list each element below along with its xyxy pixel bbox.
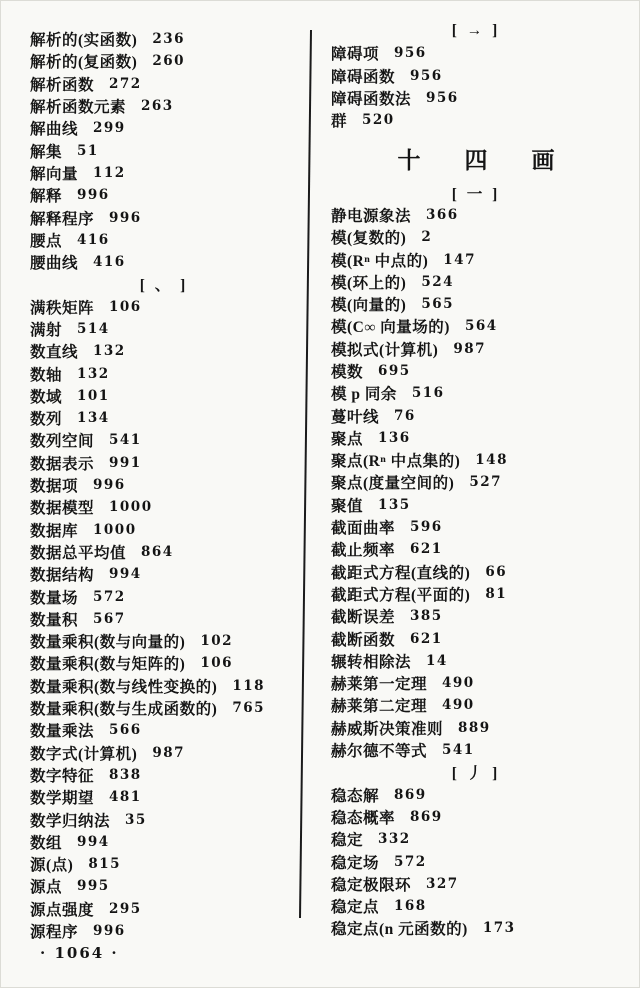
entry-term: 数量乘积(数与线性变换的) (30, 678, 218, 696)
index-entry (30, 340, 298, 362)
index-entry (331, 248, 621, 270)
entry-term: 解释 (30, 188, 63, 206)
entry-term: 聚点 (331, 430, 364, 448)
index-entry (30, 652, 298, 674)
entry-page-number: 490 (442, 697, 475, 714)
entry-page-number: 76 (394, 407, 416, 424)
index-entry (331, 895, 621, 917)
entry-term: 截面曲率 (331, 520, 396, 538)
entry-page-number: 299 (93, 120, 126, 137)
entry-term: 截断误差 (331, 609, 396, 627)
index-entry (331, 494, 621, 516)
entry-term: 稳定 (331, 832, 364, 850)
entry-page-number: 991 (109, 454, 142, 471)
index-entry (30, 519, 298, 541)
index-entry (30, 95, 298, 117)
index-entry (331, 109, 621, 131)
index-entry (30, 786, 298, 808)
index-entry (30, 452, 298, 474)
entry-page-number: 66 (485, 563, 508, 580)
entry-term: 数直线 (30, 344, 79, 362)
entry-page-number: 541 (109, 432, 142, 449)
index-entry (331, 382, 621, 404)
index-entry (30, 675, 298, 697)
index-entry (30, 184, 298, 206)
entry-term: 数据结构 (30, 567, 95, 585)
index-entry (331, 293, 621, 315)
entry-page-number: 889 (458, 719, 491, 736)
entry-term: 数量乘法 (30, 723, 95, 741)
index-entry (30, 50, 298, 72)
entry-term: 模拟式(计算机) (331, 341, 439, 359)
index-entry (331, 917, 621, 939)
entry-term: 解析的(复函数) (30, 54, 138, 72)
entry-page-number: 416 (77, 231, 110, 248)
index-entry (30, 898, 298, 920)
index-entry (331, 739, 621, 761)
entry-page-number: 996 (93, 923, 126, 940)
entry-term: 解集 (30, 143, 63, 161)
index-entry (331, 42, 621, 64)
entry-term: 数量乘积(数与生成函数的) (30, 701, 218, 719)
entry-page-number: 996 (109, 209, 142, 226)
entry-term: 源(点) (30, 857, 74, 875)
entry-page-number: 864 (141, 543, 174, 560)
entry-page-number: 14 (426, 652, 448, 669)
entry-term: 数据表示 (30, 455, 95, 473)
index-entry (30, 117, 298, 139)
entry-page-number: 102 (200, 633, 234, 650)
entry-page-number: 565 (421, 296, 455, 313)
entry-page-number: 695 (378, 363, 411, 379)
entry-page-number: 987 (152, 744, 186, 761)
entry-term: 模 p 同余 (331, 386, 397, 404)
entry-page-number: 621 (410, 541, 443, 558)
index-entry (30, 28, 298, 50)
index-entry (30, 206, 298, 228)
entry-page-number: 134 (77, 410, 110, 427)
page-number: · 1064 · (40, 944, 119, 962)
index-entry (331, 717, 621, 739)
entry-page-number: 51 (77, 142, 99, 159)
entry-term: 数域 (30, 388, 63, 406)
entry-page-number: 327 (426, 875, 459, 892)
index-entry (30, 541, 298, 563)
entry-page-number: 869 (394, 786, 427, 803)
entry-term: 数量乘积(数与向量的) (30, 634, 186, 652)
stroke-category-header: [ 、 ] (139, 277, 189, 295)
entry-page-number: 112 (93, 164, 126, 181)
entry-page-number: 490 (442, 675, 475, 692)
entry-term: 满射 (30, 322, 63, 339)
entry-page-number: 1000 (109, 499, 153, 516)
left-column (30, 28, 298, 942)
stroke-count-heading-char: 画 (531, 147, 555, 173)
entry-term: 数字式(计算机) (30, 745, 138, 763)
entry-page-number: 987 (453, 340, 487, 357)
entry-term: 辗转相除法 (331, 653, 412, 671)
entry-page-number: 765 (232, 700, 266, 717)
index-entry (331, 694, 621, 716)
entry-term: 障碍函数 (331, 68, 396, 86)
index-entry (30, 139, 298, 161)
entry-page-number: 118 (232, 677, 266, 694)
entry-page-number: 516 (411, 385, 445, 402)
index-entry (30, 296, 298, 318)
entry-term: 满秩矩阵 (30, 299, 95, 317)
entry-term: 数字特征 (30, 767, 95, 785)
entry-term: 解向量 (30, 165, 79, 183)
entry-term: 解曲线 (30, 121, 79, 139)
index-entry (331, 226, 621, 248)
entry-page-number: 366 (426, 206, 459, 223)
entry-term: 稳态概率 (331, 809, 396, 827)
entry-term: 数列 (30, 411, 63, 429)
entry-page-number: 263 (141, 98, 174, 115)
entry-page-number: 572 (93, 588, 126, 605)
entry-term: 模(环上的) (331, 274, 407, 292)
index-entry (30, 496, 298, 518)
index-entry (331, 538, 621, 560)
entry-page-number: 416 (93, 254, 126, 271)
entry-page-number: 260 (152, 53, 186, 70)
entry-page-number: 596 (410, 519, 443, 536)
entry-page-number: 332 (378, 831, 411, 848)
entry-term: 赫莱第一定理 (331, 676, 428, 694)
entry-term: 赫莱第二定理 (331, 698, 428, 716)
entry-term: 截距式方程(平面的) (331, 586, 471, 604)
index-entry (331, 850, 621, 872)
entry-page-number: 236 (152, 31, 186, 48)
index-entry (30, 764, 298, 786)
index-entry (331, 360, 621, 382)
entry-page-number: 566 (109, 722, 142, 739)
index-entry (331, 627, 621, 649)
index-entry (331, 404, 621, 426)
index-entry (30, 875, 298, 897)
entry-term: 解析函数元素 (30, 99, 127, 117)
entry-page-number: 272 (109, 75, 142, 92)
entry-term: 解释程序 (30, 210, 95, 228)
index-entry (331, 873, 621, 895)
entry-page-number: 572 (394, 853, 427, 870)
stroke-category-header: [ 丿 ] (451, 765, 501, 783)
index-entry (331, 315, 621, 337)
entry-term: 稳态解 (331, 787, 380, 805)
index-entry (331, 605, 621, 627)
index-entry (30, 742, 298, 764)
entry-page-number: 956 (426, 90, 459, 107)
index-entry (30, 563, 298, 585)
entry-page-number: 994 (77, 833, 110, 850)
index-entry (30, 474, 298, 496)
entry-term: 稳定点 (331, 899, 380, 917)
entry-term: 数组 (30, 834, 63, 852)
stroke-count-section-heading (331, 137, 621, 179)
index-entry (30, 407, 298, 429)
entry-page-number: 2 (421, 229, 433, 246)
entry-page-number: 995 (77, 878, 110, 895)
entry-page-number: 524 (421, 273, 455, 290)
entry-page-number: 147 (443, 251, 476, 268)
entry-term: 数据项 (30, 478, 79, 496)
index-entry (331, 449, 621, 471)
entry-term: 数列空间 (30, 433, 95, 451)
entry-page-number: 815 (88, 856, 122, 873)
entry-term: 腰点 (30, 232, 63, 250)
entry-term: 稳定点(n 元函数的) (331, 921, 468, 939)
index-entry (30, 429, 298, 451)
index-entry (331, 806, 621, 828)
index-entry (30, 608, 298, 630)
entry-term: 蔓叶线 (331, 408, 380, 426)
entry-page-number: 564 (464, 318, 498, 335)
entry-term: 模(C∞ 向量场的) (331, 319, 450, 337)
entry-page-number: 996 (93, 477, 126, 494)
entry-term: 源点强度 (30, 901, 95, 919)
entry-term: 截距式方程(直线的) (331, 564, 471, 582)
index-entry (30, 808, 298, 830)
index-entry (30, 162, 298, 184)
entry-page-number: 132 (93, 343, 126, 360)
entry-page-number: 956 (394, 45, 427, 62)
entry-term: 数量场 (30, 589, 79, 607)
entry-page-number: 135 (378, 496, 411, 513)
index-entry (30, 362, 298, 384)
index-entry (30, 385, 298, 407)
index-entry (30, 251, 298, 273)
entry-term: 赫威斯决策准则 (331, 720, 444, 738)
entry-term: 数学期望 (30, 790, 95, 808)
index-entry (331, 471, 621, 493)
index-entry (331, 828, 621, 850)
index-entry (30, 920, 298, 942)
entry-term: 聚点(度量空间的) (331, 475, 455, 493)
entry-page-number: 838 (109, 766, 142, 783)
entry-term: 截止频率 (331, 542, 396, 560)
index-entry (30, 719, 298, 741)
entry-page-number: 1000 (93, 521, 137, 538)
entry-term: 源程序 (30, 924, 79, 942)
entry-page-number: 996 (77, 187, 110, 204)
entry-page-number: 106 (109, 298, 142, 315)
index-entry (30, 229, 298, 251)
entry-term: 截断函数 (331, 631, 396, 649)
entry-term: 数量积 (30, 611, 79, 629)
entry-term: 模(向量的) (331, 297, 407, 315)
entry-page-number: 106 (200, 655, 234, 672)
index-entry (30, 853, 298, 875)
entry-term: 群 (331, 113, 348, 131)
index-entry (331, 650, 621, 672)
entry-term: 模数 (331, 364, 364, 381)
entry-page-number: 541 (442, 742, 475, 759)
index-entry (30, 697, 298, 719)
entry-page-number: 956 (410, 67, 443, 84)
entry-term: 源点 (30, 879, 63, 897)
entry-term: 解析函数 (30, 76, 95, 94)
entry-page-number: 869 (410, 808, 443, 825)
entry-page-number: 385 (410, 608, 443, 625)
index-entry (30, 630, 298, 652)
index-entry (30, 73, 298, 95)
entry-page-number: 173 (482, 920, 516, 937)
index-entry (331, 784, 621, 806)
index-entry (331, 271, 621, 293)
entry-term: 障碍项 (331, 46, 380, 64)
index-entry (30, 831, 298, 853)
entry-term: 模(复数的) (331, 230, 407, 248)
entry-term: 解析的(实函数) (30, 32, 138, 50)
index-entry (331, 427, 621, 449)
entry-term: 赫尔德不等式 (331, 743, 428, 761)
entry-term: 腰曲线 (30, 255, 79, 273)
index-entry (331, 338, 621, 360)
stroke-count-heading-char: 十 (397, 147, 421, 173)
index-entry (331, 561, 621, 583)
entry-page-number: 567 (93, 610, 126, 627)
entry-term: 数据总平均值 (30, 544, 127, 562)
entry-page-number: 136 (378, 429, 411, 446)
index-entry (331, 516, 621, 538)
entry-page-number: 481 (109, 789, 142, 806)
stroke-count-heading-char: 四 (464, 147, 488, 173)
entry-term: 静电源象法 (331, 207, 412, 225)
right-column (331, 20, 621, 940)
entry-term: 模(Rⁿ 中点的) (331, 252, 429, 270)
index-entry (331, 583, 621, 605)
entry-page-number: 520 (362, 112, 395, 129)
entry-term: 聚值 (331, 497, 364, 515)
index-entry (331, 87, 621, 109)
stroke-category-header: [ → ] (451, 22, 501, 40)
entry-term: 数量乘积(数与矩阵的) (30, 656, 186, 674)
entry-page-number: 994 (109, 566, 142, 583)
entry-page-number: 621 (410, 630, 443, 647)
entry-page-number: 81 (485, 585, 508, 602)
index-entry (30, 585, 298, 607)
entry-page-number: 35 (125, 811, 147, 828)
entry-term: 数轴 (30, 366, 63, 384)
index-entry (331, 204, 621, 226)
entry-term: 稳定极限环 (331, 876, 412, 894)
entry-term: 聚点(Rⁿ 中点集的) (331, 453, 461, 471)
entry-page-number: 514 (77, 321, 110, 337)
entry-term: 数学归纳法 (30, 812, 111, 830)
entry-page-number: 101 (77, 387, 110, 404)
index-entry (331, 65, 621, 87)
entry-term: 数据库 (30, 522, 79, 540)
entry-term: 稳定场 (331, 854, 380, 872)
entry-page-number: 132 (77, 365, 110, 382)
entry-term: 数据模型 (30, 500, 95, 518)
entry-page-number: 295 (109, 900, 142, 917)
stroke-category-header: [ 一 ] (451, 185, 501, 203)
entry-term: 障碍函数法 (331, 91, 412, 109)
entry-page-number: 527 (469, 474, 503, 491)
entry-page-number: 168 (394, 898, 427, 915)
index-entry (30, 318, 298, 340)
index-entry (331, 672, 621, 694)
entry-page-number: 148 (475, 452, 508, 469)
